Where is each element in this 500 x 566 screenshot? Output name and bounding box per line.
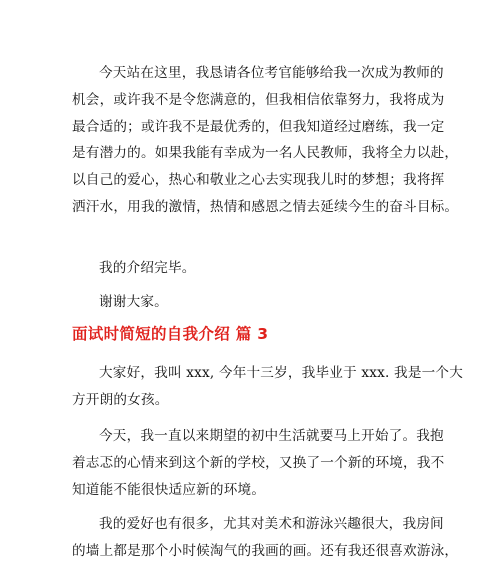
text-line: 着志忑的心情来到这个新的学校，又换了一个新的环境，我不: [72, 454, 445, 471]
text-line: 机会，或许我不是令您满意的，但我相信依靠努力，我将成为: [72, 91, 445, 108]
paragraph-introduction-finished: [72, 255, 432, 282]
paragraph-hobbies: [72, 511, 459, 565]
text-line: 以自己的爱心，热心和敬业之心去实现我儿时的梦想；我将挥: [72, 172, 445, 189]
text-line: 方开朗的女孩。: [72, 391, 169, 408]
text-line: 最合适的；或许我不是最优秀的，但我知道经过磨练，我一定: [72, 118, 445, 135]
paragraph-closing-appeal: [72, 60, 459, 221]
paragraph-thanks: [72, 289, 432, 316]
paragraph-new-school: [72, 423, 445, 503]
text-line: 的墙上都是那个小时候淘气的我画的画。还有我还很喜欢游泳，: [72, 542, 459, 559]
text-line: 今天，我一直以来期望的初中生活就要马上开始了。我抱: [99, 428, 444, 444]
text-line: 我的介绍完毕。: [99, 260, 196, 276]
text-line: 我的爱好也有很多，尤其对美术和游泳兴趣很大，我房间: [99, 516, 444, 532]
text-line: 大家好，我叫 xxx, 今年十三岁，我毕业于 xxx. 我是一个大: [99, 365, 463, 381]
text-line: 今天站在这里，我恳请各位考官能够给我一次成为教师的: [99, 65, 444, 81]
text-line: 谢谢大家。: [99, 294, 168, 310]
section-heading: 面试时简短的自我介绍 篇 3: [72, 325, 269, 343]
text-line: 知道能不能很快适应新的环境。: [72, 481, 266, 498]
paragraph-greeting: [72, 360, 463, 414]
text-line: 洒汗水，用我的激情，热情和感恩之情去延续今生的奋斗目标。: [72, 198, 459, 215]
text-line: 是有潜力的。如果我能有幸成为一名人民教师，我将全力以赴，: [72, 145, 459, 162]
